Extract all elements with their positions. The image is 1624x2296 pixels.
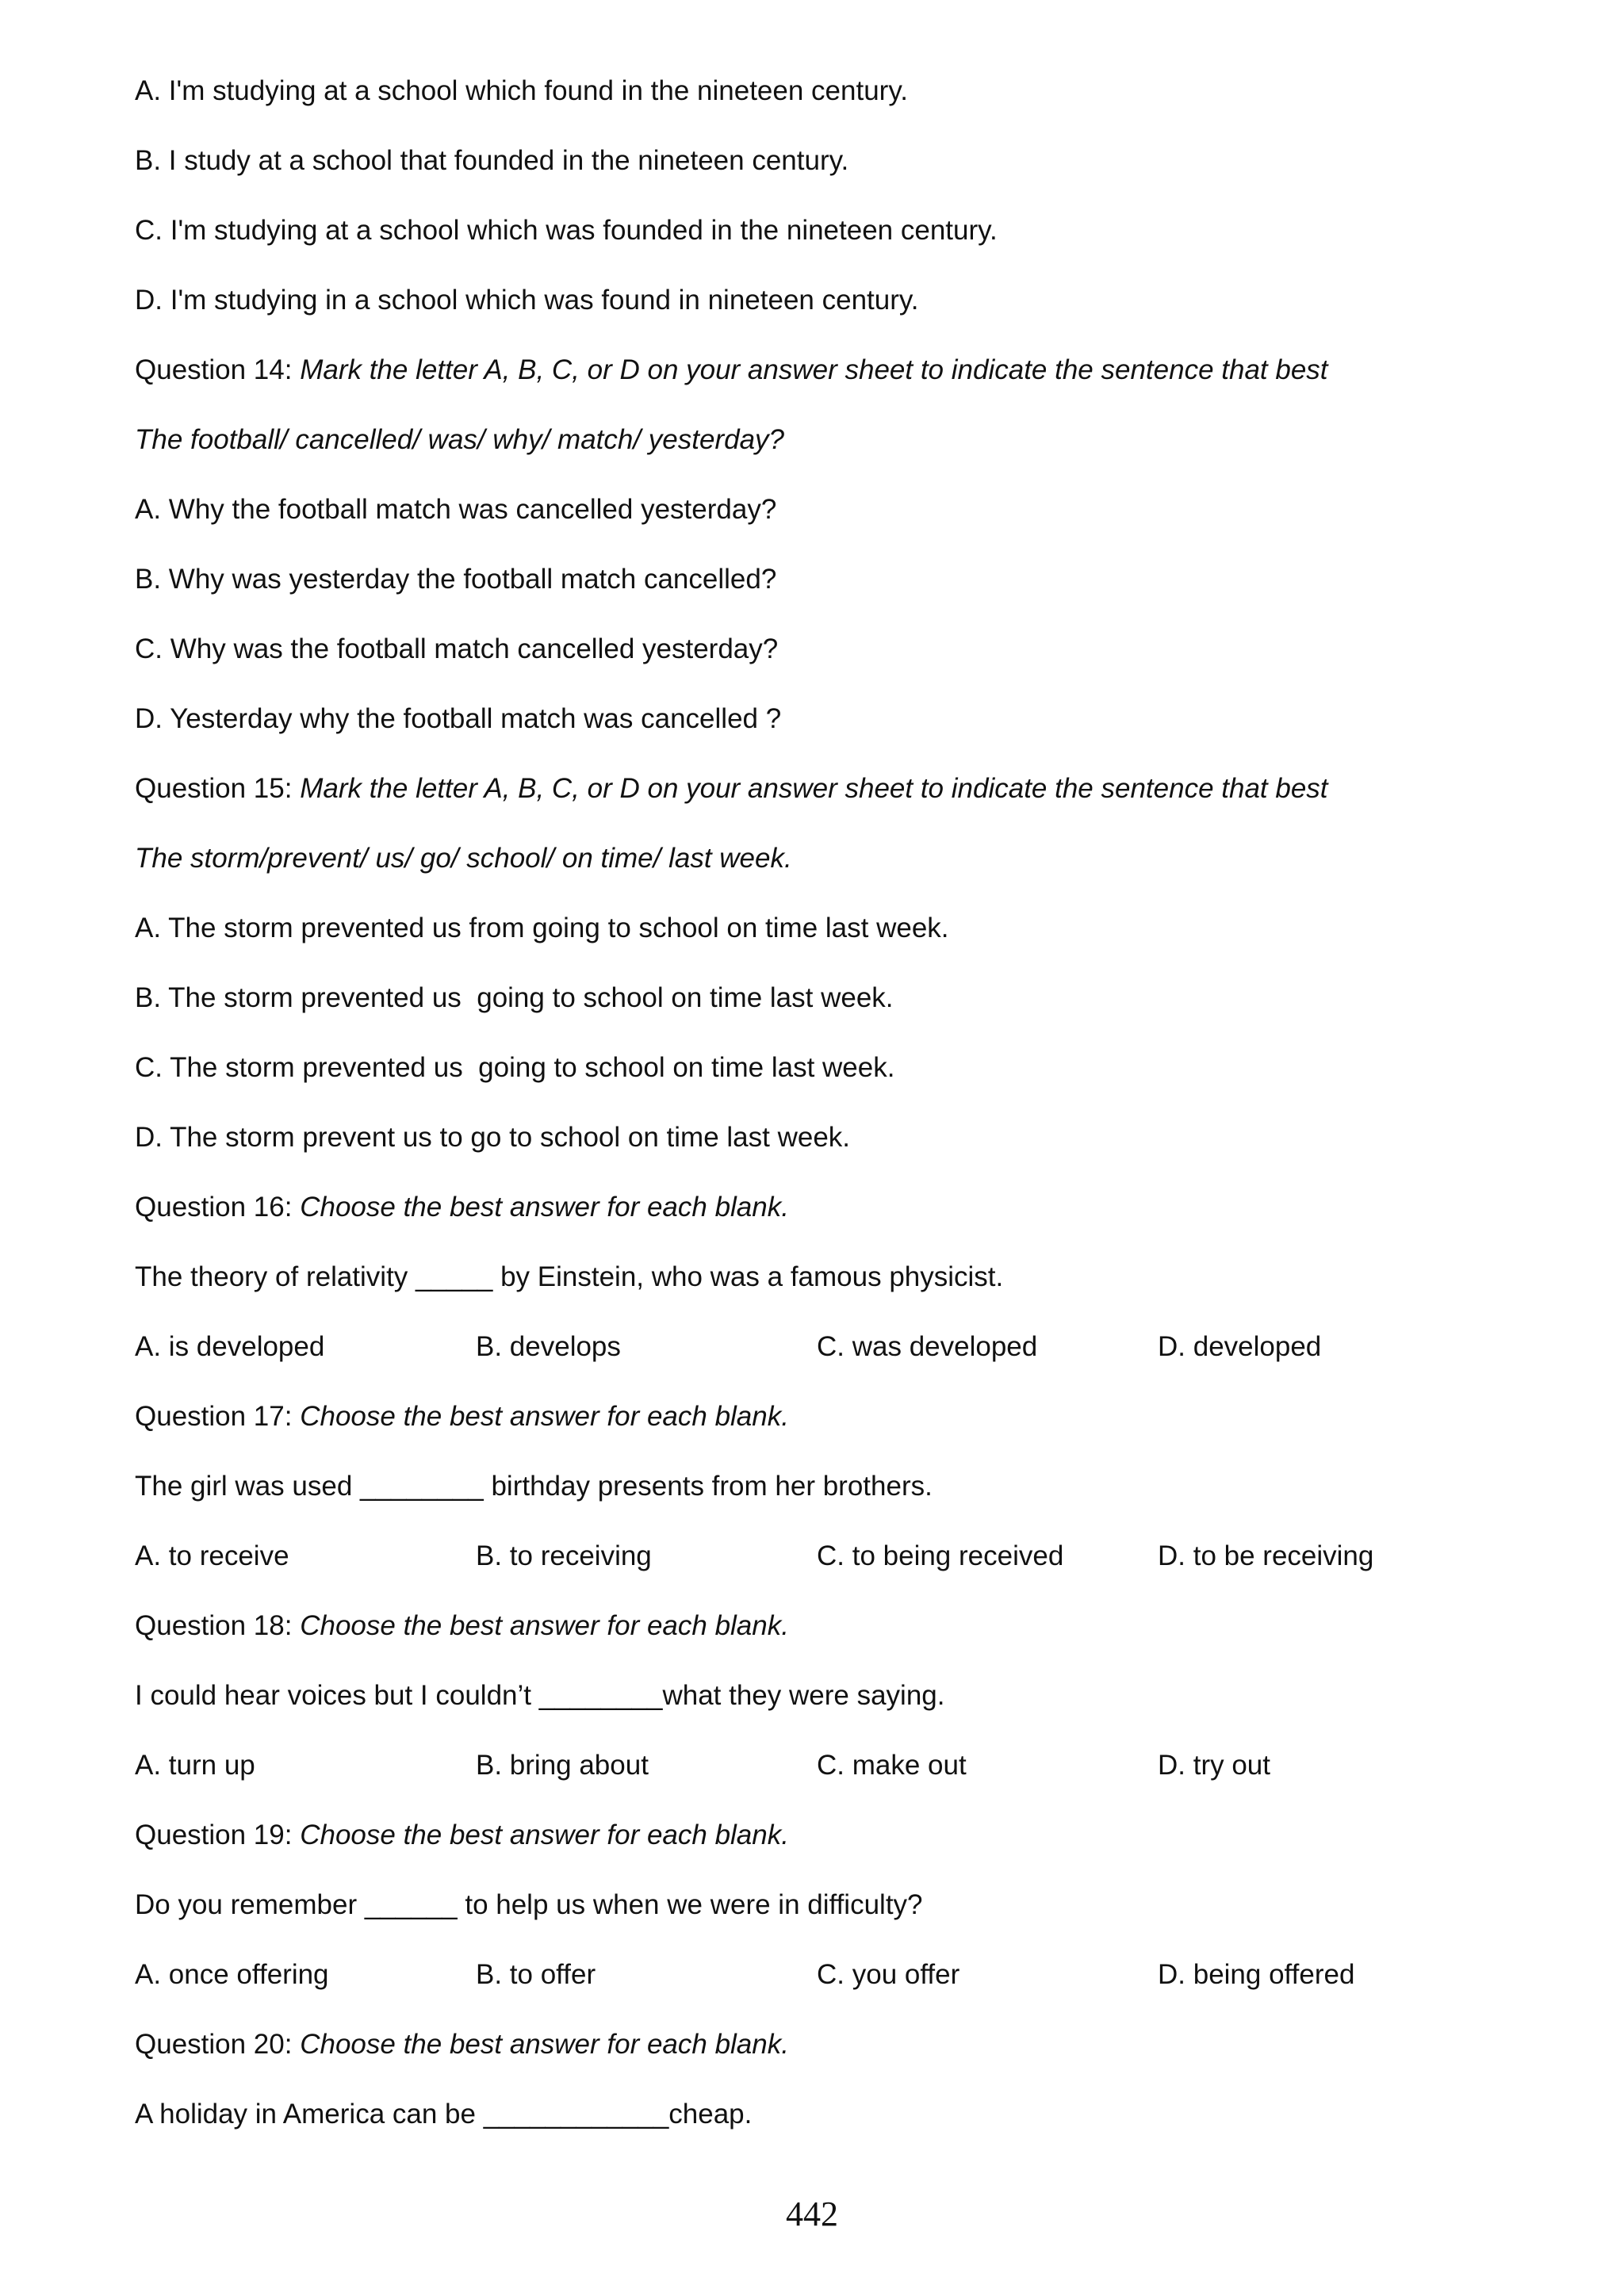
option-line: C. Why was the football match cancelled yesterday? (135, 633, 779, 664)
question-instruction: Choose the best answer for each blank. (300, 1610, 789, 1641)
question-prompt: The football/ cancelled/ was/ why/ match/ yesterday? (135, 424, 785, 455)
question-label: Question 17: (135, 1401, 301, 1432)
question-instruction: Choose the best answer for each blank. (300, 2029, 789, 2060)
question-label: Question 14: (135, 354, 301, 385)
option-d: D. try out (1158, 1750, 1270, 1781)
option-c: C. to being received (817, 1540, 1064, 1571)
question-header (135, 769, 1499, 839)
option-line: B. Why was yesterday the football match cancelled? (135, 564, 777, 595)
question-instruction: Choose the best answer for each blank. (300, 1192, 789, 1223)
option-a: A. to receive (135, 1540, 289, 1571)
question-header (135, 1606, 1499, 1676)
question-header (135, 350, 1499, 420)
option-line: B. I study at a school that founded in the nineteen century. (135, 145, 849, 176)
option-b: B. to receiving (476, 1540, 652, 1571)
option-line: C. The storm prevented us going to school on time last week. (135, 1052, 895, 1083)
question-instruction: Choose the best answer for each blank. (300, 1820, 789, 1850)
question-header (135, 1188, 1499, 1257)
page-content (135, 71, 1499, 2164)
question-header (135, 2025, 1499, 2095)
option-a: A. once offering (135, 1959, 329, 1990)
option-b: B. bring about (476, 1750, 649, 1781)
options-row (135, 1746, 1499, 1816)
option-b: B. to offer (476, 1959, 596, 1990)
option-line: A. I'm studying at a school which found in the nineteen century. (135, 75, 908, 106)
option-line: A. The storm prevented us from going to school on time last week. (135, 913, 949, 943)
question-stem: A holiday in America can be ____________cheap. (135, 2099, 753, 2130)
question-prompt: The storm/prevent/ us/ go/ school/ on time/ last week. (135, 843, 792, 874)
question-header (135, 1397, 1499, 1467)
option-d: D. to be receiving (1158, 1540, 1374, 1571)
question-label: Question 18: (135, 1610, 301, 1641)
option-a: A. turn up (135, 1750, 255, 1781)
option-line: B. The storm prevented us going to school on time last week. (135, 982, 894, 1013)
option-d: D. being offered (1158, 1959, 1355, 1990)
option-c: C. make out (817, 1750, 967, 1781)
option-b: B. develops (476, 1331, 621, 1362)
option-a: A. is developed (135, 1331, 325, 1362)
question-stem: The theory of relativity _____ by Einstein, who was a famous physicist. (135, 1261, 1004, 1292)
question-stem: Do you remember ______ to help us when we were in difficulty? (135, 1889, 923, 1920)
question-stem: The girl was used ________ birthday presents from her brothers. (135, 1471, 933, 1502)
question-header (135, 1816, 1499, 1885)
option-line: D. I'm studying in a school which was found in nineteen century. (135, 285, 919, 316)
page-number: 442 (786, 2195, 838, 2233)
option-line: D. The storm prevent us to go to school on time last week. (135, 1122, 851, 1153)
option-line: C. I'm studying at a school which was founded in the nineteen century. (135, 215, 998, 246)
option-line: A. Why the football match was cancelled yesterday? (135, 494, 777, 525)
option-c: C. you offer (817, 1959, 960, 1990)
options-row (135, 1327, 1499, 1397)
question-instruction: Choose the best answer for each blank. (300, 1401, 789, 1432)
question-label: Question 19: (135, 1820, 301, 1850)
options-row (135, 1536, 1499, 1606)
question-instruction: Mark the letter A, B, C, or D on your answer sheet to indicate the sentence that best (300, 773, 1328, 804)
option-c: C. was developed (817, 1331, 1038, 1362)
question-label: Question 16: (135, 1192, 301, 1223)
option-d: D. developed (1158, 1331, 1322, 1362)
option-line: D. Yesterday why the football match was cancelled ? (135, 703, 782, 734)
options-row (135, 1955, 1499, 2025)
question-label: Question 20: (135, 2029, 301, 2060)
question-instruction: Mark the letter A, B, C, or D on your answer sheet to indicate the sentence that best (300, 354, 1328, 385)
question-stem: I could hear voices but I couldn’t ________what they were saying. (135, 1680, 945, 1711)
question-label: Question 15: (135, 773, 301, 804)
